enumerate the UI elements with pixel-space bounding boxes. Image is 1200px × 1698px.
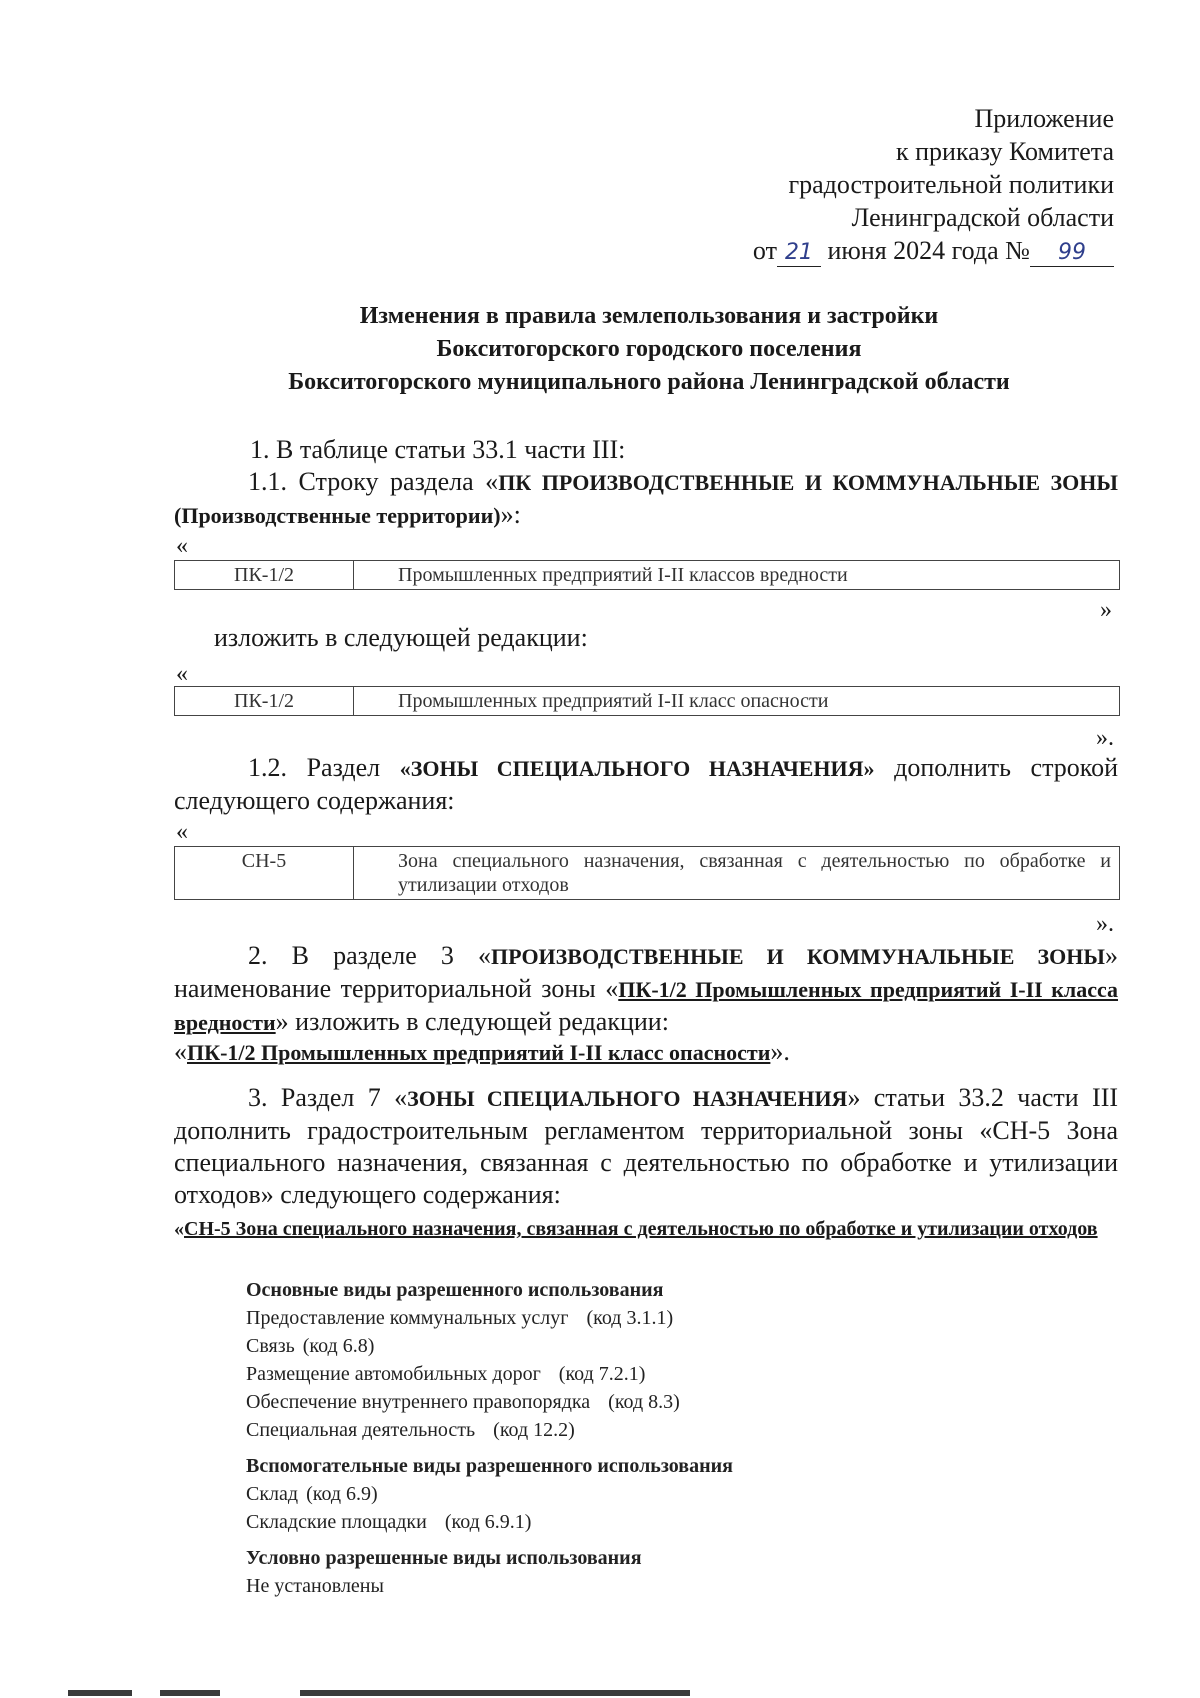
list-item xyxy=(246,1332,1046,1360)
close-quote: ». xyxy=(1096,911,1114,937)
use-code: (код 6.9) xyxy=(306,1483,378,1505)
zone-name: Промышленных предприятий I-II класс опасности xyxy=(354,687,1120,716)
item-2-bold: ПРОИЗВОДСТВЕННЫЕ И КОММУНАЛЬНЫЕ ЗОНЫ xyxy=(491,944,1105,969)
list-item xyxy=(246,1304,1046,1332)
scan-artifact xyxy=(68,1690,132,1696)
list-item xyxy=(246,1508,1046,1536)
conditional-uses xyxy=(246,1544,1046,1600)
appendix-line: к приказу Комитета xyxy=(895,137,1114,166)
scan-artifact xyxy=(300,1690,690,1696)
appendix-line: градостроительной политики xyxy=(788,170,1114,199)
open-quote: « xyxy=(176,533,188,559)
table-row xyxy=(175,561,1120,590)
open-quote: « xyxy=(176,661,188,687)
item-2-lead: 2. В разделе 3 « xyxy=(248,941,492,970)
scan-artifact xyxy=(160,1690,220,1696)
item-1-2-bold: «ЗОНЫ СПЕЦИАЛЬНОГО НАЗНАЧЕНИЯ» xyxy=(399,756,875,781)
use-name: Склад xyxy=(246,1483,299,1505)
quote-open: « xyxy=(174,1037,187,1066)
item-1-2-tail: дополнить строкой следующего содержания: xyxy=(174,753,1118,815)
appendix-line: Ленинградской области xyxy=(851,203,1114,232)
use-code: (код 3.1.1) xyxy=(586,1307,674,1329)
zone-code: ПК-1/2 xyxy=(175,561,354,590)
handwritten-day: 21 xyxy=(777,240,821,267)
item-2-mid: » наименование территориальной зоны « xyxy=(174,941,1118,1003)
use-name: Размещение автомобильных дорог xyxy=(246,1363,541,1385)
item-2 xyxy=(174,940,1118,1039)
use-name: Обеспечение внутреннего правопорядка xyxy=(246,1391,591,1413)
appendix-date-line xyxy=(753,234,1114,267)
item-3-tail: » статьи 33.2 части III дополнить градостроительным регламентом территориальной зоны «СН-5 Зона специального назначения, связанная с деятельностью по обработке и утилизации отходов» следующего содержания: xyxy=(174,1083,1119,1209)
main-uses xyxy=(246,1276,1046,1444)
aux-uses xyxy=(246,1452,1046,1536)
quote-close: ». xyxy=(770,1037,790,1066)
list-item xyxy=(246,1360,1046,1388)
regulation-heading-text: СН-5 Зона специального назначения, связанная с деятельностью по обработке и утилизации отходов xyxy=(184,1218,1098,1240)
title-line: Изменения в правила землепользования и застройки xyxy=(359,303,939,329)
open-quote: « xyxy=(176,819,188,845)
appendix-line: Приложение xyxy=(974,104,1114,133)
table-row xyxy=(175,687,1120,716)
use-name: Складские площадки xyxy=(246,1511,427,1533)
close-quote: ». xyxy=(1096,725,1114,751)
document-title xyxy=(174,300,1124,399)
close-quote: » xyxy=(1100,597,1112,623)
use-code: (код 12.2) xyxy=(493,1419,575,1441)
item-1 xyxy=(174,434,1118,466)
item-2-after: » изложить в следующей редакции: xyxy=(275,1007,669,1036)
conditional-uses-text: Не установлены xyxy=(246,1575,384,1597)
list-item xyxy=(246,1416,1046,1444)
use-code: (код 7.2.1) xyxy=(558,1363,646,1385)
item-2-new-name xyxy=(174,1036,1118,1069)
use-name: Предоставление коммунальных услуг xyxy=(246,1307,569,1329)
use-code: (код 8.3) xyxy=(608,1391,680,1413)
list-item xyxy=(246,1480,1046,1508)
appendix-header xyxy=(753,102,1114,267)
permitted-uses xyxy=(246,1276,1046,1608)
item-1-text: 1. В таблице статьи 33.1 части III: xyxy=(250,435,626,464)
item-1-1-lead: 1.1. Строку раздела « xyxy=(248,467,499,496)
item-1-2 xyxy=(174,752,1118,817)
item-3-lead: 3. Раздел 7 « xyxy=(248,1083,408,1112)
item-2-old-name: ПК-1/2 Промышленных предприятий I-II класса вредности xyxy=(174,977,1119,1035)
quote-open: « xyxy=(174,1218,184,1240)
item-1-1 xyxy=(174,466,1118,532)
item-1-1-bold: ПК ПРОИЗВОДСТВЕННЫЕ И КОММУНАЛЬНЫЕ ЗОНЫ (Производственные территории) xyxy=(174,470,1118,528)
regulation-heading xyxy=(174,1216,1118,1242)
zone-code: СН-5 xyxy=(175,847,354,900)
item-2-new-name-text: ПК-1/2 Промышленных предприятий I-II класс опасности xyxy=(187,1040,771,1065)
list-item xyxy=(246,1388,1046,1416)
table-row xyxy=(175,847,1120,900)
item-1-1-tail: »: xyxy=(500,500,521,529)
title-line: Бокситогорского муниципального района Ленинградской области xyxy=(288,369,1010,395)
item-3 xyxy=(174,1082,1118,1211)
zone-code: ПК-1/2 xyxy=(175,687,354,716)
item-3-bold: ЗОНЫ СПЕЦИАЛЬНОГО НАЗНАЧЕНИЯ xyxy=(407,1086,848,1111)
title-line: Бокситогорского городского поселения xyxy=(436,336,862,362)
table-add-row xyxy=(174,846,1120,900)
handwritten-number: 99 xyxy=(1030,240,1114,267)
aux-uses-title: Вспомогательные виды разрешенного использования xyxy=(246,1455,733,1477)
date-middle: июня 2024 года № xyxy=(827,236,1030,265)
conditional-uses-title: Условно разрешенные виды использования xyxy=(246,1547,642,1569)
replace-text: изложить в следующей редакции: xyxy=(214,623,588,652)
use-name: Связь xyxy=(246,1335,295,1357)
use-code: (код 6.9.1) xyxy=(444,1511,532,1533)
table-old-row xyxy=(174,560,1120,590)
main-uses-title: Основные виды разрешенного использования xyxy=(246,1279,664,1301)
item-1-2-lead: 1.2. Раздел xyxy=(248,753,400,782)
use-name: Специальная деятельность xyxy=(246,1419,476,1441)
date-prefix: от xyxy=(752,236,777,265)
zone-name: Зона специального назначения, связанная с деятельностью по обработке и утилизации отходов xyxy=(354,847,1120,900)
table-new-row xyxy=(174,686,1120,716)
zone-name: Промышленных предприятий I-II классов вредности xyxy=(354,561,1120,590)
use-code: (код 6.8) xyxy=(302,1335,375,1357)
